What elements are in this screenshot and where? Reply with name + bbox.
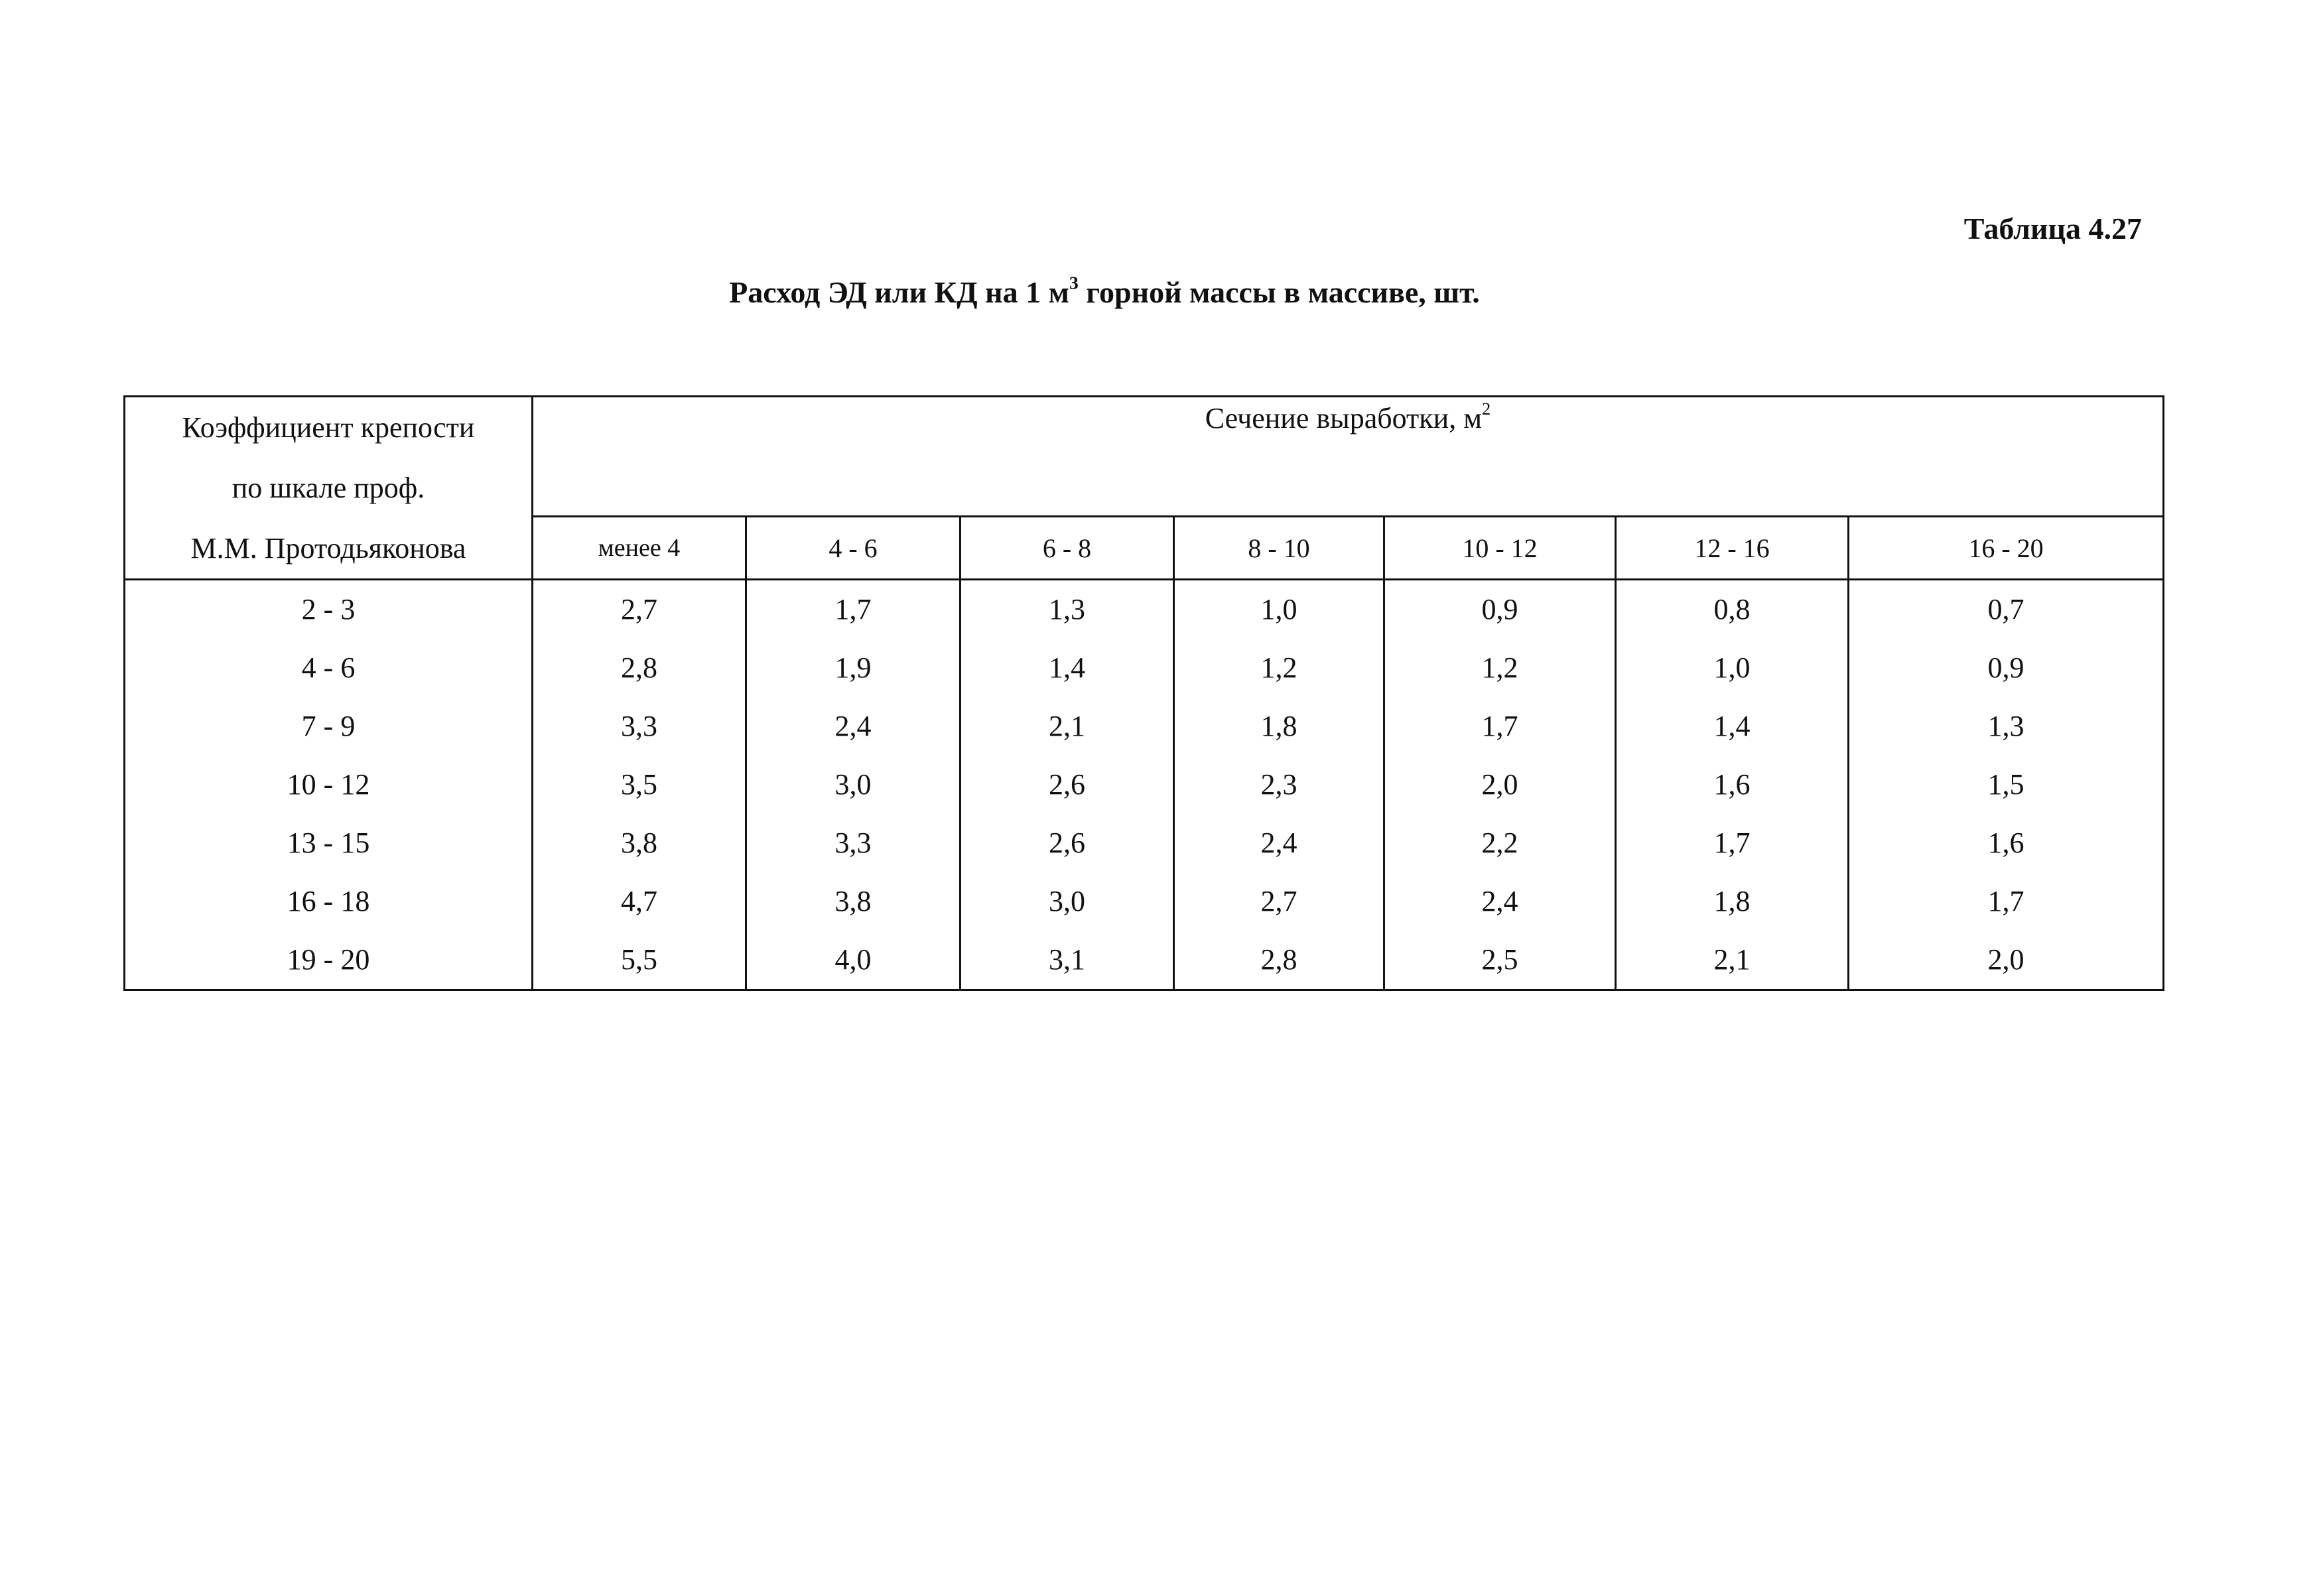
- table-cell: 2,3: [1174, 756, 1384, 814]
- table-cell: 2,0: [1384, 756, 1616, 814]
- table-caption: [0, 272, 2209, 310]
- row-label: 10 - 12: [125, 756, 533, 814]
- table-cell: 1,0: [1616, 639, 1849, 697]
- column-header: 16 - 20: [1849, 517, 2164, 580]
- table-cell: 2,6: [961, 814, 1174, 872]
- table-cell: 3,3: [746, 814, 961, 872]
- table-cell: 3,8: [533, 814, 746, 872]
- column-header: 12 - 16: [1616, 517, 1849, 580]
- table-row: [125, 697, 2164, 756]
- table-cell: 3,5: [533, 756, 746, 814]
- table-cell: 1,4: [1616, 697, 1849, 756]
- table-cell: 2,6: [961, 756, 1174, 814]
- table-cell: 4,7: [533, 872, 746, 931]
- table-cell: 1,5: [1849, 756, 2164, 814]
- table-row: [125, 580, 2164, 639]
- caption-tail: горной массы в массиве, шт.: [1078, 275, 1480, 309]
- column-header: менее 4: [533, 517, 746, 580]
- table-cell: 3,3: [533, 697, 746, 756]
- table-row: [125, 814, 2164, 872]
- table-cell: 4,0: [746, 931, 961, 990]
- table-cell: 1,9: [746, 639, 961, 697]
- table-cell: 2,4: [746, 697, 961, 756]
- table-cell: 1,6: [1849, 814, 2164, 872]
- caption-main: Расход ЭД или КД на 1 м: [729, 275, 1069, 309]
- table-cell: 0,7: [1849, 580, 2164, 639]
- row-header-line: Коэффициент крепости: [182, 411, 475, 444]
- table-cell: 2,5: [1384, 931, 1616, 990]
- table-cell: 1,2: [1174, 639, 1384, 697]
- table-cell: 0,8: [1616, 580, 1849, 639]
- table-cell: 3,1: [961, 931, 1174, 990]
- table-cell: 2,7: [1174, 872, 1384, 931]
- table-cell: 3,8: [746, 872, 961, 931]
- table-cell: 2,0: [1849, 931, 2164, 990]
- column-header: 10 - 12: [1384, 517, 1616, 580]
- table-cell: 2,1: [961, 697, 1174, 756]
- column-header: 4 - 6: [746, 517, 961, 580]
- table-cell: 2,8: [1174, 931, 1384, 990]
- row-header-line: по шкале проф.: [232, 472, 425, 504]
- table-cell: 0,9: [1384, 580, 1616, 639]
- table-row: [125, 639, 2164, 697]
- row-label: 2 - 3: [125, 580, 533, 639]
- table-cell: 2,7: [533, 580, 746, 639]
- table-cell: 2,2: [1384, 814, 1616, 872]
- consumption-table: [123, 395, 2164, 991]
- table-cell: 1,0: [1174, 580, 1384, 639]
- table-cell: 2,4: [1384, 872, 1616, 931]
- table-cell: 2,1: [1616, 931, 1849, 990]
- table-cell: 1,2: [1384, 639, 1616, 697]
- table-cell: 1,4: [961, 639, 1174, 697]
- row-label: 19 - 20: [125, 931, 533, 990]
- table-cell: 1,3: [961, 580, 1174, 639]
- table-cell: 3,0: [961, 872, 1174, 931]
- table-cell: 2,4: [1174, 814, 1384, 872]
- row-header-cell: [125, 397, 533, 580]
- table-cell: 1,8: [1616, 872, 1849, 931]
- column-header: 8 - 10: [1174, 517, 1384, 580]
- table-cell: 5,5: [533, 931, 746, 990]
- row-label: 7 - 9: [125, 697, 533, 756]
- table-row: [125, 872, 2164, 931]
- row-label: 4 - 6: [125, 639, 533, 697]
- table-cell: 2,8: [533, 639, 746, 697]
- table-cell: 0,9: [1849, 639, 2164, 697]
- table-cell: 1,7: [1384, 697, 1616, 756]
- table-row: [125, 931, 2164, 990]
- table-cell: 1,7: [746, 580, 961, 639]
- column-header: 6 - 8: [961, 517, 1174, 580]
- table-cell: 1,3: [1849, 697, 2164, 756]
- table-number: Таблица 4.27: [1963, 212, 2142, 245]
- section-header-superscript: 2: [1482, 399, 1491, 419]
- table-cell: 1,7: [1849, 872, 2164, 931]
- row-header-line: М.М. Протодьяконова: [190, 532, 466, 565]
- table-cell: 1,8: [1174, 697, 1384, 756]
- table-cell: 1,7: [1616, 814, 1849, 872]
- section-header-text: Сечение выработки, м: [1205, 402, 1483, 434]
- row-label: 16 - 18: [125, 872, 533, 931]
- caption-superscript: 3: [1069, 272, 1079, 293]
- table-row: [125, 756, 2164, 814]
- table-cell: 3,0: [746, 756, 961, 814]
- section-header-cell: [533, 397, 2164, 517]
- row-label: 13 - 15: [125, 814, 533, 872]
- table-cell: 1,6: [1616, 756, 1849, 814]
